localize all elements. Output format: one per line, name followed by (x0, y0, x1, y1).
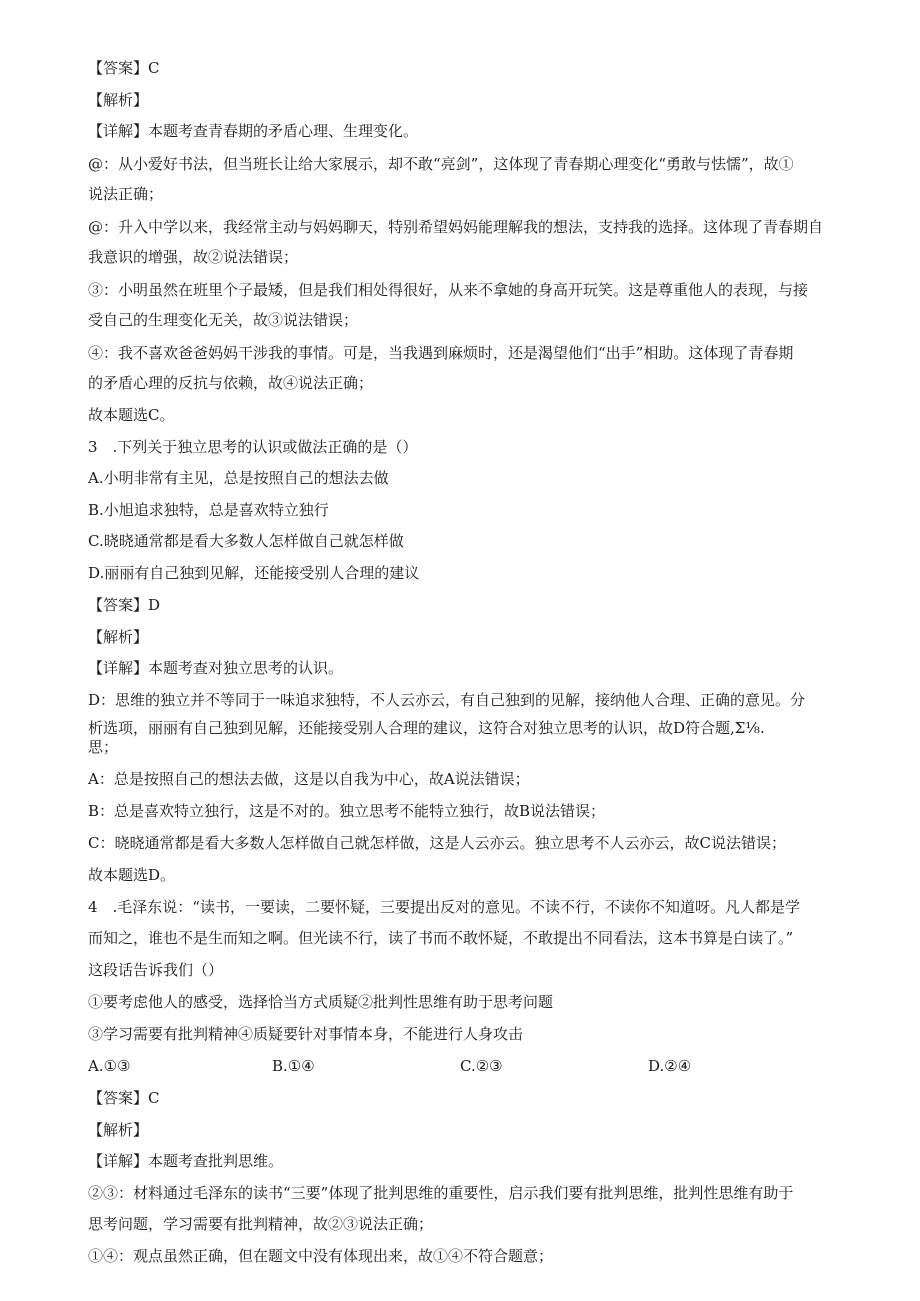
detail-line: 【详解】本题考查对独立思考的认识。 (88, 659, 344, 677)
detail-line: 【详解】本题考查批判思维。 (88, 1152, 284, 1170)
question-3-option-c: C.晓晓通常都是看大多数人怎样做自己就怎样做 (88, 532, 404, 550)
explanation-line: @：从小爱好书法，但当班长让给大家展示，却不敢“亮剑”，这体现了青春期心理变化“勇敢与怯懦”，故① (88, 155, 794, 173)
question-4-option-a: A.①③ (88, 1057, 131, 1075)
explanation-line: ③：小明虽然在班里个子最矮，但是我们相处得很好，从来不拿她的身高开玩笑。这是尊重他人的表现，与接 (88, 281, 809, 299)
explanation-line: @：升入中学以来，我经常主动与妈妈聊天，特别希望妈妈能理解我的想法，支持我的选择。这体现了青春期自 (88, 218, 824, 236)
question-4-stem: 这段话告诉我们（） (88, 961, 224, 979)
explanation-line: 析选项，丽丽有自己独到见解，还能接受别人合理的建议，这符合对独立思考的认识，故D符合题,Σ⅛. (88, 719, 765, 737)
explanation-line: ①④：观点虽然正确，但在题文中没有体现出来，故①④不符合题意； (88, 1247, 554, 1265)
explanation-line: 说法正确； (88, 185, 164, 203)
explanation-line: ④：我不喜欢爸爸妈妈干涉我的事情。可是，当我遇到麻烦时，还是渴望他们“出手”相助。这体现了青春期 (88, 344, 794, 362)
answer-label-q3: 【答案】D (88, 596, 161, 614)
question-3-option-d: D.丽丽有自己独到见解，还能接受别人合理的建议 (88, 564, 420, 582)
explanation-line: 我意识的增强，故②说法错误； (88, 248, 299, 266)
question-4-option-d: D.②④ (648, 1057, 692, 1075)
explanation-line: 思； (88, 738, 119, 756)
explanation-line: 的矛盾心理的反抗与依赖，故④说法正确； (88, 374, 374, 392)
conclusion-line: 故本题选D。 (88, 866, 176, 884)
answer-label-q4: 【答案】C (88, 1089, 160, 1107)
answer-label-q2: 【答案】C (88, 59, 160, 77)
question-4-statement: ③学习需要有批判精神④质疑要针对事情本身，不能进行人身攻击 (88, 1025, 524, 1043)
question-4-stem: 而知之，谁也不是生而知之啊。但光读不行，读了书而不敢怀疑，不敢提出不同看法，这本书算是白读了。” (88, 929, 794, 947)
explanation-line: ②③：材料通过毛泽东的读书“三要”体现了批判思维的重要性，启示我们要有批判思维，批判性思维有助于 (88, 1184, 794, 1202)
question-4-option-c: C.②③ (460, 1057, 503, 1075)
analysis-label-q2: 【解析】 (88, 91, 149, 109)
analysis-label-q4: 【解析】 (88, 1121, 149, 1139)
question-3-option-a: A.小明非常有主见，总是按照自己的想法去做 (88, 469, 389, 487)
explanation-line: A：总是按照自己的想法去做，这是以自我为中心，故A说法错误； (88, 770, 530, 788)
question-3-option-b: B.小旭追求独特，总是喜欢特立独行 (88, 501, 329, 519)
analysis-label-q3: 【解析】 (88, 628, 149, 646)
explanation-line: D：思维的独立并不等同于一味追求独特，不人云亦云，有自己独到的见解，接纳他人合理、正确的意见。分 (88, 691, 806, 709)
explanation-line: 思考问题，学习需要有批判精神，故②③说法正确； (88, 1215, 434, 1233)
question-4-option-b: B.①④ (272, 1057, 315, 1075)
question-3-stem: 3 .下列关于独立思考的认识或做法正确的是（） (88, 438, 418, 456)
conclusion-line: 故本题选C。 (88, 406, 175, 424)
explanation-line: B：总是喜欢特立独行，这是不对的。独立思考不能特立独行，故B说法错误； (88, 802, 606, 820)
question-4-stem: 4 .毛泽东说：“读书，一要读，二要怀疑，三要提出反对的意见。不读不行，不读你不知道呀。凡人都是学 (88, 898, 800, 916)
explanation-line: 受自己的生理变化无关，故③说法错误； (88, 311, 359, 329)
explanation-line: C：晓晓通常都是看大多数人怎样做自己就怎样做，这是人云亦云。独立思考不人云亦云，故C说法错误； (88, 834, 786, 852)
question-4-statement: ①要考虑他人的感受，选择恰当方式质疑②批判性思维有助于思考问题 (88, 993, 554, 1011)
detail-line: 【详解】本题考查青春期的矛盾心理、生理变化。 (88, 122, 419, 140)
